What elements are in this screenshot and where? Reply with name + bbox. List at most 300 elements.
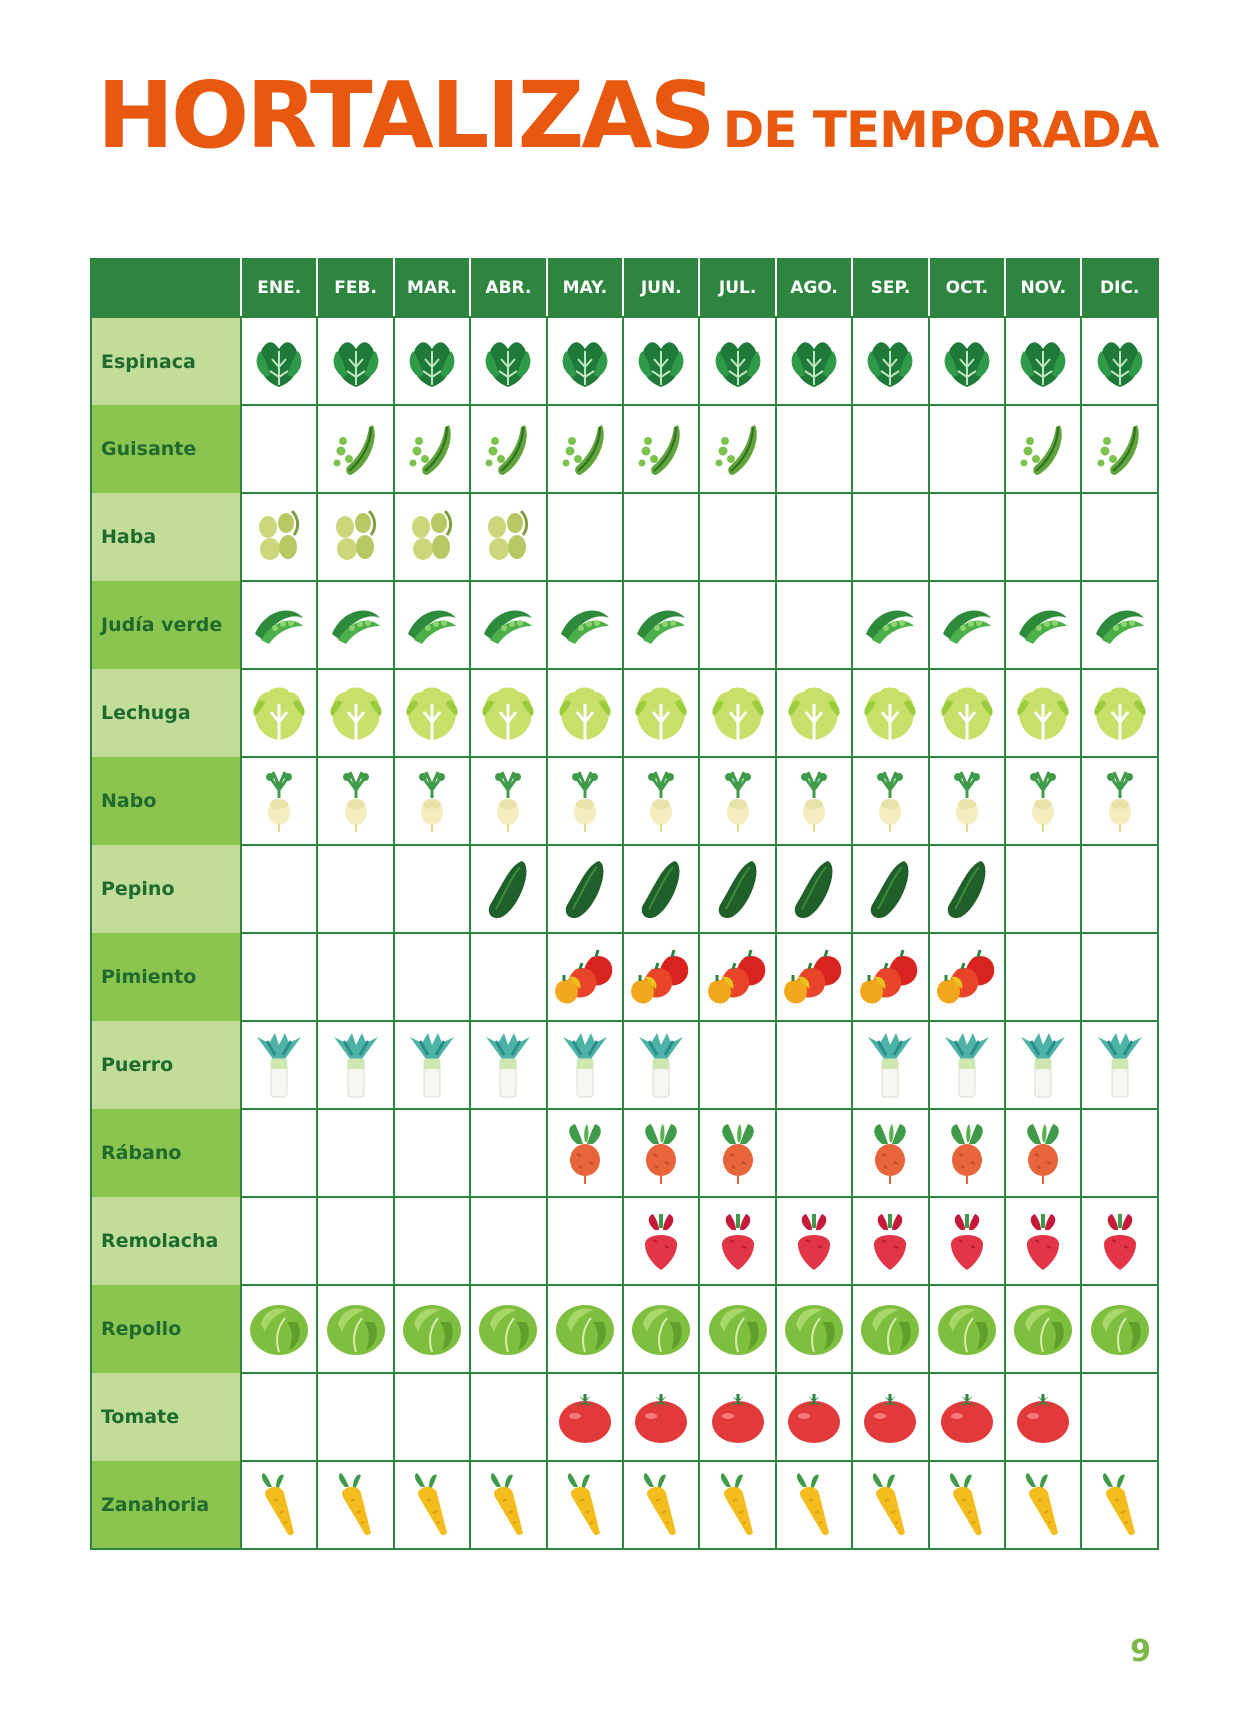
season-cell-judia-verde-dic: [1081, 581, 1158, 669]
season-cell-guisante-abr: [470, 405, 546, 493]
carrot-icon: [471, 1471, 545, 1539]
carrot-icon: [395, 1471, 469, 1539]
season-cell-judia-verde-jul: [699, 581, 775, 669]
lettuce-icon: [242, 682, 316, 744]
spinach-icon: [853, 331, 927, 391]
spinach-icon: [1082, 331, 1157, 391]
season-cell-espinaca-feb: [317, 317, 393, 405]
season-cell-haba-abr: [470, 493, 546, 581]
month-header-abr: ABR.: [470, 259, 546, 317]
lettuce-icon: [471, 682, 545, 744]
season-cell-espinaca-nov: [1005, 317, 1081, 405]
season-cell-guisante-mar: [394, 405, 470, 493]
spinach-icon: [395, 331, 469, 391]
leek-icon: [548, 1029, 622, 1101]
season-cell-nabo-jul: [699, 757, 775, 845]
green-bean-icon: [395, 600, 469, 650]
bell-pepper-icon: [548, 947, 622, 1007]
season-cell-espinaca-may: [547, 317, 623, 405]
season-cell-tomate-dic: [1081, 1373, 1158, 1461]
season-cell-nabo-oct: [929, 757, 1005, 845]
season-cell-rabano-abr: [470, 1109, 546, 1197]
lettuce-icon: [700, 682, 774, 744]
season-cell-haba-mar: [394, 493, 470, 581]
beetroot-icon: [853, 1208, 927, 1274]
vegetable-row-rabano: [91, 1109, 1158, 1197]
season-cell-pepino-abr: [470, 845, 546, 933]
season-cell-lechuga-nov: [1005, 669, 1081, 757]
cabbage-icon: [930, 1300, 1004, 1358]
broad-bean-icon: [395, 507, 469, 567]
beetroot-icon: [1082, 1208, 1157, 1274]
radish-icon: [930, 1120, 1004, 1186]
season-cell-tomate-ago: [776, 1373, 852, 1461]
vegetable-name: Judía verde: [91, 581, 241, 669]
season-cell-remolacha-oct: [929, 1197, 1005, 1285]
turnip-icon: [318, 768, 392, 834]
season-cell-remolacha-jun: [623, 1197, 699, 1285]
season-cell-remolacha-nov: [1005, 1197, 1081, 1285]
season-cell-pimiento-ene: [241, 933, 317, 1021]
season-cell-tomate-nov: [1005, 1373, 1081, 1461]
vegetable-row-repollo: [91, 1285, 1158, 1373]
turnip-icon: [548, 768, 622, 834]
season-cell-tomate-abr: [470, 1373, 546, 1461]
season-cell-judia-verde-ago: [776, 581, 852, 669]
season-cell-repollo-jul: [699, 1285, 775, 1373]
season-cell-rabano-feb: [317, 1109, 393, 1197]
season-cell-lechuga-abr: [470, 669, 546, 757]
seasonal-vegetables-table: [90, 258, 1159, 1550]
cucumber-icon: [777, 855, 851, 923]
season-cell-espinaca-oct: [929, 317, 1005, 405]
season-cell-remolacha-abr: [470, 1197, 546, 1285]
season-cell-nabo-mar: [394, 757, 470, 845]
beetroot-icon: [700, 1208, 774, 1274]
season-cell-puerro-ago: [776, 1021, 852, 1109]
vegetable-row-guisante: [91, 405, 1158, 493]
season-cell-pepino-oct: [929, 845, 1005, 933]
bell-pepper-icon: [930, 947, 1004, 1007]
lettuce-icon: [853, 682, 927, 744]
season-cell-lechuga-jul: [699, 669, 775, 757]
lettuce-icon: [318, 682, 392, 744]
season-cell-repollo-ene: [241, 1285, 317, 1373]
spinach-icon: [930, 331, 1004, 391]
cabbage-icon: [395, 1300, 469, 1358]
vegetable-name: Tomate: [91, 1373, 241, 1461]
turnip-icon: [853, 768, 927, 834]
title-main: HORTALIZAS: [97, 62, 713, 169]
cabbage-icon: [1082, 1300, 1157, 1358]
vegetable-name: Pepino: [91, 845, 241, 933]
season-cell-espinaca-sep: [852, 317, 928, 405]
season-cell-pimiento-abr: [470, 933, 546, 1021]
leek-icon: [853, 1029, 927, 1101]
season-cell-judia-verde-feb: [317, 581, 393, 669]
season-cell-tomate-ene: [241, 1373, 317, 1461]
season-cell-rabano-mar: [394, 1109, 470, 1197]
cucumber-icon: [624, 855, 698, 923]
carrot-icon: [624, 1471, 698, 1539]
leek-icon: [1006, 1029, 1080, 1101]
vegetable-row-nabo: [91, 757, 1158, 845]
season-cell-lechuga-feb: [317, 669, 393, 757]
season-cell-repollo-nov: [1005, 1285, 1081, 1373]
vegetable-name: Rábano: [91, 1109, 241, 1197]
lettuce-icon: [395, 682, 469, 744]
season-cell-judia-verde-may: [547, 581, 623, 669]
season-cell-tomate-mar: [394, 1373, 470, 1461]
season-cell-zanahoria-mar: [394, 1461, 470, 1549]
cabbage-icon: [624, 1300, 698, 1358]
vegetable-row-zanahoria: [91, 1461, 1158, 1549]
month-header-ene: ENE.: [241, 259, 317, 317]
season-cell-guisante-dic: [1081, 405, 1158, 493]
season-cell-rabano-jul: [699, 1109, 775, 1197]
season-cell-guisante-feb: [317, 405, 393, 493]
season-cell-remolacha-ene: [241, 1197, 317, 1285]
green-bean-icon: [548, 600, 622, 650]
bell-pepper-icon: [700, 947, 774, 1007]
season-cell-rabano-oct: [929, 1109, 1005, 1197]
pea-pod-icon: [395, 419, 469, 479]
green-bean-icon: [930, 600, 1004, 650]
leek-icon: [624, 1029, 698, 1101]
season-cell-rabano-jun: [623, 1109, 699, 1197]
season-cell-judia-verde-ene: [241, 581, 317, 669]
season-cell-pimiento-may: [547, 933, 623, 1021]
season-cell-lechuga-oct: [929, 669, 1005, 757]
season-cell-tomate-sep: [852, 1373, 928, 1461]
season-cell-puerro-mar: [394, 1021, 470, 1109]
carrot-icon: [548, 1471, 622, 1539]
beetroot-icon: [624, 1208, 698, 1274]
spinach-icon: [242, 331, 316, 391]
season-cell-zanahoria-sep: [852, 1461, 928, 1549]
pea-pod-icon: [700, 419, 774, 479]
season-cell-lechuga-may: [547, 669, 623, 757]
leek-icon: [395, 1029, 469, 1101]
cucumber-icon: [700, 855, 774, 923]
beetroot-icon: [930, 1208, 1004, 1274]
radish-icon: [624, 1120, 698, 1186]
season-cell-judia-verde-mar: [394, 581, 470, 669]
carrot-icon: [777, 1471, 851, 1539]
season-cell-puerro-abr: [470, 1021, 546, 1109]
bell-pepper-icon: [777, 947, 851, 1007]
months-header-row: [91, 259, 1158, 317]
cabbage-icon: [777, 1300, 851, 1358]
season-cell-tomate-jul: [699, 1373, 775, 1461]
season-cell-rabano-sep: [852, 1109, 928, 1197]
lettuce-icon: [624, 682, 698, 744]
season-cell-pepino-dic: [1081, 845, 1158, 933]
season-cell-espinaca-abr: [470, 317, 546, 405]
spinach-icon: [624, 331, 698, 391]
season-cell-pimiento-jul: [699, 933, 775, 1021]
lettuce-icon: [548, 682, 622, 744]
season-cell-tomate-may: [547, 1373, 623, 1461]
leek-icon: [930, 1029, 1004, 1101]
leek-icon: [318, 1029, 392, 1101]
season-cell-rabano-nov: [1005, 1109, 1081, 1197]
page-number: 9: [1130, 1634, 1151, 1669]
season-cell-repollo-feb: [317, 1285, 393, 1373]
green-bean-icon: [1082, 600, 1157, 650]
season-cell-pepino-ago: [776, 845, 852, 933]
season-cell-nabo-jun: [623, 757, 699, 845]
tomato-icon: [930, 1388, 1004, 1446]
season-cell-puerro-dic: [1081, 1021, 1158, 1109]
carrot-icon: [318, 1471, 392, 1539]
season-cell-rabano-dic: [1081, 1109, 1158, 1197]
green-bean-icon: [853, 600, 927, 650]
season-cell-guisante-nov: [1005, 405, 1081, 493]
cabbage-icon: [318, 1300, 392, 1358]
month-header-sep: SEP.: [852, 259, 928, 317]
season-cell-zanahoria-ene: [241, 1461, 317, 1549]
season-cell-tomate-jun: [623, 1373, 699, 1461]
spinach-icon: [318, 331, 392, 391]
bell-pepper-icon: [853, 947, 927, 1007]
season-cell-pepino-may: [547, 845, 623, 933]
turnip-icon: [700, 768, 774, 834]
cucumber-icon: [548, 855, 622, 923]
carrot-icon: [853, 1471, 927, 1539]
turnip-icon: [395, 768, 469, 834]
cabbage-icon: [242, 1300, 316, 1358]
vegetable-row-pepino: [91, 845, 1158, 933]
cabbage-icon: [700, 1300, 774, 1358]
cabbage-icon: [471, 1300, 545, 1358]
season-cell-rabano-ago: [776, 1109, 852, 1197]
tomato-icon: [853, 1388, 927, 1446]
tomato-icon: [548, 1388, 622, 1446]
month-header-mar: MAR.: [394, 259, 470, 317]
month-header-feb: FEB.: [317, 259, 393, 317]
lettuce-icon: [1006, 682, 1080, 744]
season-cell-puerro-may: [547, 1021, 623, 1109]
season-cell-zanahoria-dic: [1081, 1461, 1158, 1549]
season-cell-repollo-jun: [623, 1285, 699, 1373]
season-cell-espinaca-dic: [1081, 317, 1158, 405]
season-cell-judia-verde-oct: [929, 581, 1005, 669]
season-cell-haba-oct: [929, 493, 1005, 581]
season-cell-guisante-sep: [852, 405, 928, 493]
radish-icon: [853, 1120, 927, 1186]
green-bean-icon: [471, 600, 545, 650]
vegetable-row-lechuga: [91, 669, 1158, 757]
season-cell-zanahoria-abr: [470, 1461, 546, 1549]
spinach-icon: [548, 331, 622, 391]
season-cell-pimiento-ago: [776, 933, 852, 1021]
vegetable-name: Pimiento: [91, 933, 241, 1021]
season-cell-nabo-may: [547, 757, 623, 845]
season-cell-haba-feb: [317, 493, 393, 581]
season-cell-espinaca-jun: [623, 317, 699, 405]
vegetable-name: Zanahoria: [91, 1461, 241, 1549]
radish-icon: [700, 1120, 774, 1186]
lettuce-icon: [1082, 682, 1157, 744]
vegetable-name: Guisante: [91, 405, 241, 493]
pea-pod-icon: [548, 419, 622, 479]
spinach-icon: [700, 331, 774, 391]
season-cell-puerro-nov: [1005, 1021, 1081, 1109]
carrot-icon: [1006, 1471, 1080, 1539]
season-cell-pepino-sep: [852, 845, 928, 933]
season-cell-pepino-jun: [623, 845, 699, 933]
vegetable-row-haba: [91, 493, 1158, 581]
cabbage-icon: [853, 1300, 927, 1358]
season-cell-espinaca-ene: [241, 317, 317, 405]
season-cell-tomate-feb: [317, 1373, 393, 1461]
spinach-icon: [777, 331, 851, 391]
cabbage-icon: [1006, 1300, 1080, 1358]
season-cell-tomate-oct: [929, 1373, 1005, 1461]
month-header-ago: AGO.: [776, 259, 852, 317]
season-cell-guisante-jul: [699, 405, 775, 493]
carrot-icon: [700, 1471, 774, 1539]
vegetable-row-remolacha: [91, 1197, 1158, 1285]
vegetables-body: [91, 317, 1158, 1549]
season-cell-pimiento-jun: [623, 933, 699, 1021]
season-cell-puerro-feb: [317, 1021, 393, 1109]
season-cell-lechuga-dic: [1081, 669, 1158, 757]
season-cell-haba-jul: [699, 493, 775, 581]
turnip-icon: [777, 768, 851, 834]
season-cell-remolacha-sep: [852, 1197, 928, 1285]
month-header-nov: NOV.: [1005, 259, 1081, 317]
month-header-jul: JUL.: [699, 259, 775, 317]
header-corner: [91, 259, 241, 317]
leek-icon: [471, 1029, 545, 1101]
season-cell-repollo-ago: [776, 1285, 852, 1373]
tomato-icon: [700, 1388, 774, 1446]
season-cell-remolacha-ago: [776, 1197, 852, 1285]
tomato-icon: [624, 1388, 698, 1446]
season-cell-zanahoria-may: [547, 1461, 623, 1549]
season-cell-lechuga-ago: [776, 669, 852, 757]
season-cell-repollo-sep: [852, 1285, 928, 1373]
season-cell-puerro-jul: [699, 1021, 775, 1109]
vegetable-row-espinaca: [91, 317, 1158, 405]
turnip-icon: [242, 768, 316, 834]
season-cell-repollo-may: [547, 1285, 623, 1373]
vegetable-name: Repollo: [91, 1285, 241, 1373]
title-sub: DE TEMPORADA: [722, 101, 1159, 159]
season-cell-pimiento-oct: [929, 933, 1005, 1021]
green-bean-icon: [242, 600, 316, 650]
season-cell-repollo-oct: [929, 1285, 1005, 1373]
radish-icon: [1006, 1120, 1080, 1186]
season-cell-pepino-nov: [1005, 845, 1081, 933]
cucumber-icon: [853, 855, 927, 923]
page-title: [97, 62, 1158, 169]
season-cell-lechuga-mar: [394, 669, 470, 757]
season-cell-guisante-jun: [623, 405, 699, 493]
season-cell-zanahoria-jul: [699, 1461, 775, 1549]
season-cell-haba-nov: [1005, 493, 1081, 581]
season-cell-pimiento-sep: [852, 933, 928, 1021]
season-cell-zanahoria-oct: [929, 1461, 1005, 1549]
season-cell-puerro-jun: [623, 1021, 699, 1109]
turnip-icon: [1082, 768, 1157, 834]
season-cell-lechuga-jun: [623, 669, 699, 757]
tomato-icon: [1006, 1388, 1080, 1446]
broad-bean-icon: [318, 507, 392, 567]
season-cell-pepino-feb: [317, 845, 393, 933]
season-cell-puerro-sep: [852, 1021, 928, 1109]
season-cell-puerro-oct: [929, 1021, 1005, 1109]
broad-bean-icon: [242, 507, 316, 567]
season-cell-judia-verde-nov: [1005, 581, 1081, 669]
season-cell-nabo-feb: [317, 757, 393, 845]
season-cell-zanahoria-nov: [1005, 1461, 1081, 1549]
green-bean-icon: [1006, 600, 1080, 650]
season-cell-remolacha-feb: [317, 1197, 393, 1285]
pea-pod-icon: [318, 419, 392, 479]
season-cell-nabo-ago: [776, 757, 852, 845]
season-cell-lechuga-sep: [852, 669, 928, 757]
green-bean-icon: [624, 600, 698, 650]
vegetable-name: Espinaca: [91, 317, 241, 405]
turnip-icon: [624, 768, 698, 834]
vegetable-row-judia-verde: [91, 581, 1158, 669]
month-header-jun: JUN.: [623, 259, 699, 317]
spinach-icon: [471, 331, 545, 391]
season-cell-guisante-ene: [241, 405, 317, 493]
vegetable-name: Haba: [91, 493, 241, 581]
season-cell-pimiento-mar: [394, 933, 470, 1021]
season-cell-judia-verde-jun: [623, 581, 699, 669]
season-cell-guisante-may: [547, 405, 623, 493]
carrot-icon: [930, 1471, 1004, 1539]
season-cell-haba-ene: [241, 493, 317, 581]
season-cell-nabo-nov: [1005, 757, 1081, 845]
month-header-may: MAY.: [547, 259, 623, 317]
turnip-icon: [471, 768, 545, 834]
pea-pod-icon: [471, 419, 545, 479]
season-cell-judia-verde-abr: [470, 581, 546, 669]
season-cell-espinaca-ago: [776, 317, 852, 405]
tomato-icon: [777, 1388, 851, 1446]
spinach-icon: [1006, 331, 1080, 391]
vegetable-name: Lechuga: [91, 669, 241, 757]
green-bean-icon: [318, 600, 392, 650]
turnip-icon: [1006, 768, 1080, 834]
carrot-icon: [1082, 1471, 1157, 1539]
season-cell-espinaca-jul: [699, 317, 775, 405]
season-cell-haba-jun: [623, 493, 699, 581]
vegetable-row-puerro: [91, 1021, 1158, 1109]
bell-pepper-icon: [624, 947, 698, 1007]
season-cell-haba-dic: [1081, 493, 1158, 581]
beetroot-icon: [1006, 1208, 1080, 1274]
season-cell-remolacha-jul: [699, 1197, 775, 1285]
vegetable-name: Remolacha: [91, 1197, 241, 1285]
radish-icon: [548, 1120, 622, 1186]
season-cell-repollo-mar: [394, 1285, 470, 1373]
vegetable-row-pimiento: [91, 933, 1158, 1021]
season-cell-puerro-ene: [241, 1021, 317, 1109]
season-cell-espinaca-mar: [394, 317, 470, 405]
cabbage-icon: [548, 1300, 622, 1358]
month-header-oct: OCT.: [929, 259, 1005, 317]
season-cell-lechuga-ene: [241, 669, 317, 757]
season-cell-remolacha-dic: [1081, 1197, 1158, 1285]
lettuce-icon: [777, 682, 851, 744]
